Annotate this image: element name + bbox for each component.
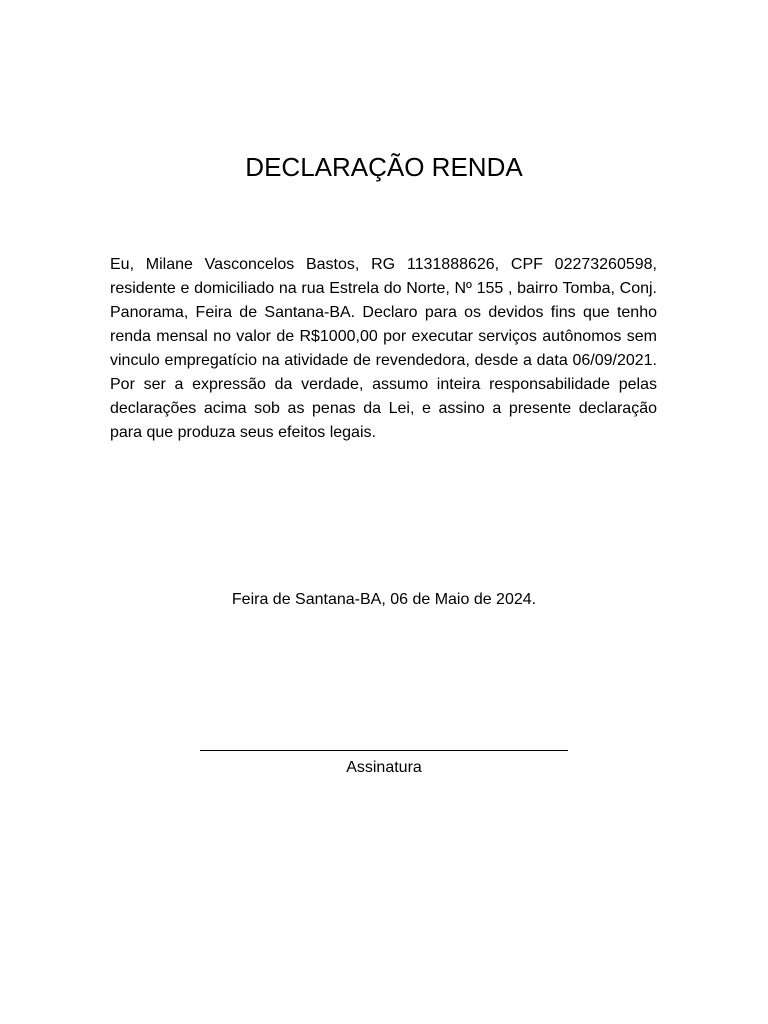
- signature-line: [200, 750, 568, 751]
- signature-label: Assinatura: [346, 759, 422, 776]
- place-and-date: Feira de Santana-BA, 06 de Maio de 2024.: [231, 591, 537, 608]
- document-title: DECLARAÇÃO RENDA: [245, 152, 523, 182]
- responsibility-paragraph: Por ser a expressão da verdade, assumo inteira responsabilidade pelas declarações acima sob as penas da Lei, e assino a presente declaração para que produza seus efeitos legais.: [110, 376, 657, 441]
- declaration-paragraph: Eu, Milane Vasconcelos Bastos, RG 1131888626, CPF 02273260598, residente e domiciliado na rua Estrela do Norte, Nº 155 , bairro Tomba, Conj. Panorama, Feira de Santana-BA. Declaro para os devidos fins que tenho renda mensal no valor de R$1000,00 por executar serviços autônomos sem vinculo empregatício na atividade de revendedora, desde a data 06/09/2021.: [110, 256, 657, 369]
- declaration-body: [110, 253, 657, 445]
